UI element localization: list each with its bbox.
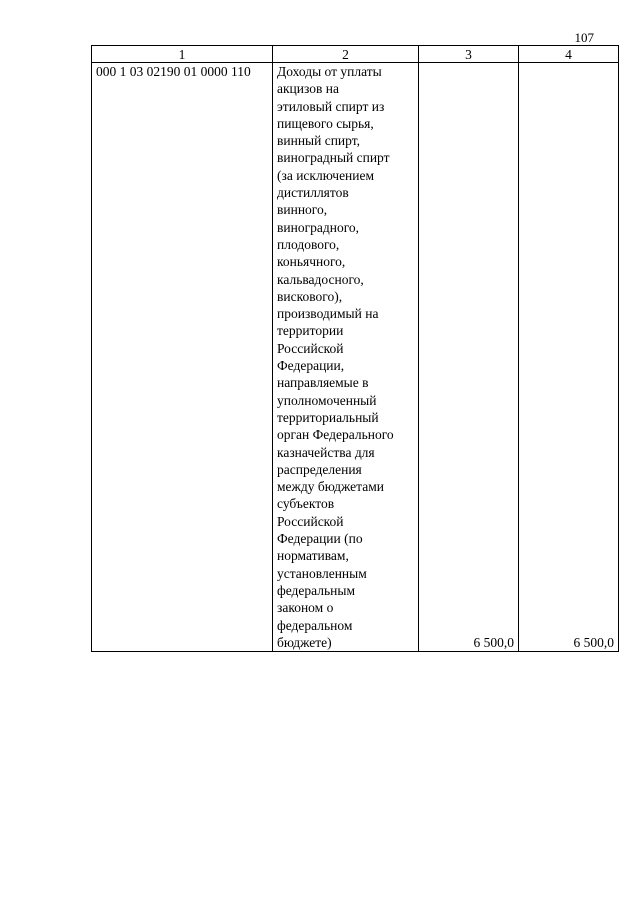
- description-line: пищевого сырья,: [277, 115, 374, 131]
- table-row: [92, 63, 619, 652]
- description-line: территории: [277, 323, 344, 339]
- description-cell: [273, 63, 419, 652]
- description-line: субъектов: [277, 496, 335, 512]
- budget-code-cell: 000 1 03 02190 01 0000 110: [92, 63, 273, 652]
- description-line: нормативам,: [277, 548, 349, 564]
- description-line: коньячного,: [277, 254, 346, 270]
- description-line: вискового),: [277, 288, 343, 304]
- description-line: законом о: [277, 600, 334, 616]
- description-line: между бюджетами: [277, 479, 384, 495]
- description-line: уполномоченный: [277, 392, 377, 408]
- column-header-3: 3: [419, 46, 519, 63]
- description-line: Доходы от уплаты: [277, 64, 382, 79]
- description-line: кальвадосного,: [277, 271, 364, 287]
- description-line: этиловый спирт из: [277, 98, 385, 114]
- description-line: Российской: [277, 513, 344, 529]
- description-line: плодового,: [277, 236, 340, 252]
- description-line: винного,: [277, 202, 328, 218]
- description-line: территориальный: [277, 409, 379, 425]
- description-line: федеральным: [277, 582, 356, 598]
- amount-cell-col3: 6 500,0: [419, 63, 519, 652]
- description-line: виноградного,: [277, 219, 360, 235]
- description-line: казначейства для: [277, 444, 375, 460]
- column-header-4: 4: [519, 46, 619, 63]
- description-line: распределения: [277, 461, 362, 477]
- description-line: винный спирт,: [277, 133, 360, 149]
- description-line: орган Федерального: [277, 427, 394, 443]
- column-header-1: 1: [92, 46, 273, 63]
- table-header-row: [92, 46, 619, 63]
- description-line: производимый на: [277, 306, 379, 322]
- description-line: дистиллятов: [277, 185, 349, 201]
- page-number: 107: [574, 30, 594, 45]
- description-line: Федерации,: [277, 358, 345, 374]
- description-line: федеральном: [277, 617, 353, 633]
- description-line: Российской: [277, 340, 344, 356]
- description-line: установленным: [277, 565, 367, 581]
- description-line: бюджете): [277, 634, 332, 650]
- description-line: направляемые в: [277, 375, 369, 391]
- description-line: (за исключением: [277, 167, 375, 183]
- description-line: Федерации (по: [277, 531, 363, 547]
- amount-cell-col4: 6 500,0: [519, 63, 619, 652]
- column-header-2: 2: [273, 46, 419, 63]
- description-line: акцизов на: [277, 81, 339, 97]
- description-line: виноградный спирт: [277, 150, 390, 166]
- budget-table: [91, 45, 619, 652]
